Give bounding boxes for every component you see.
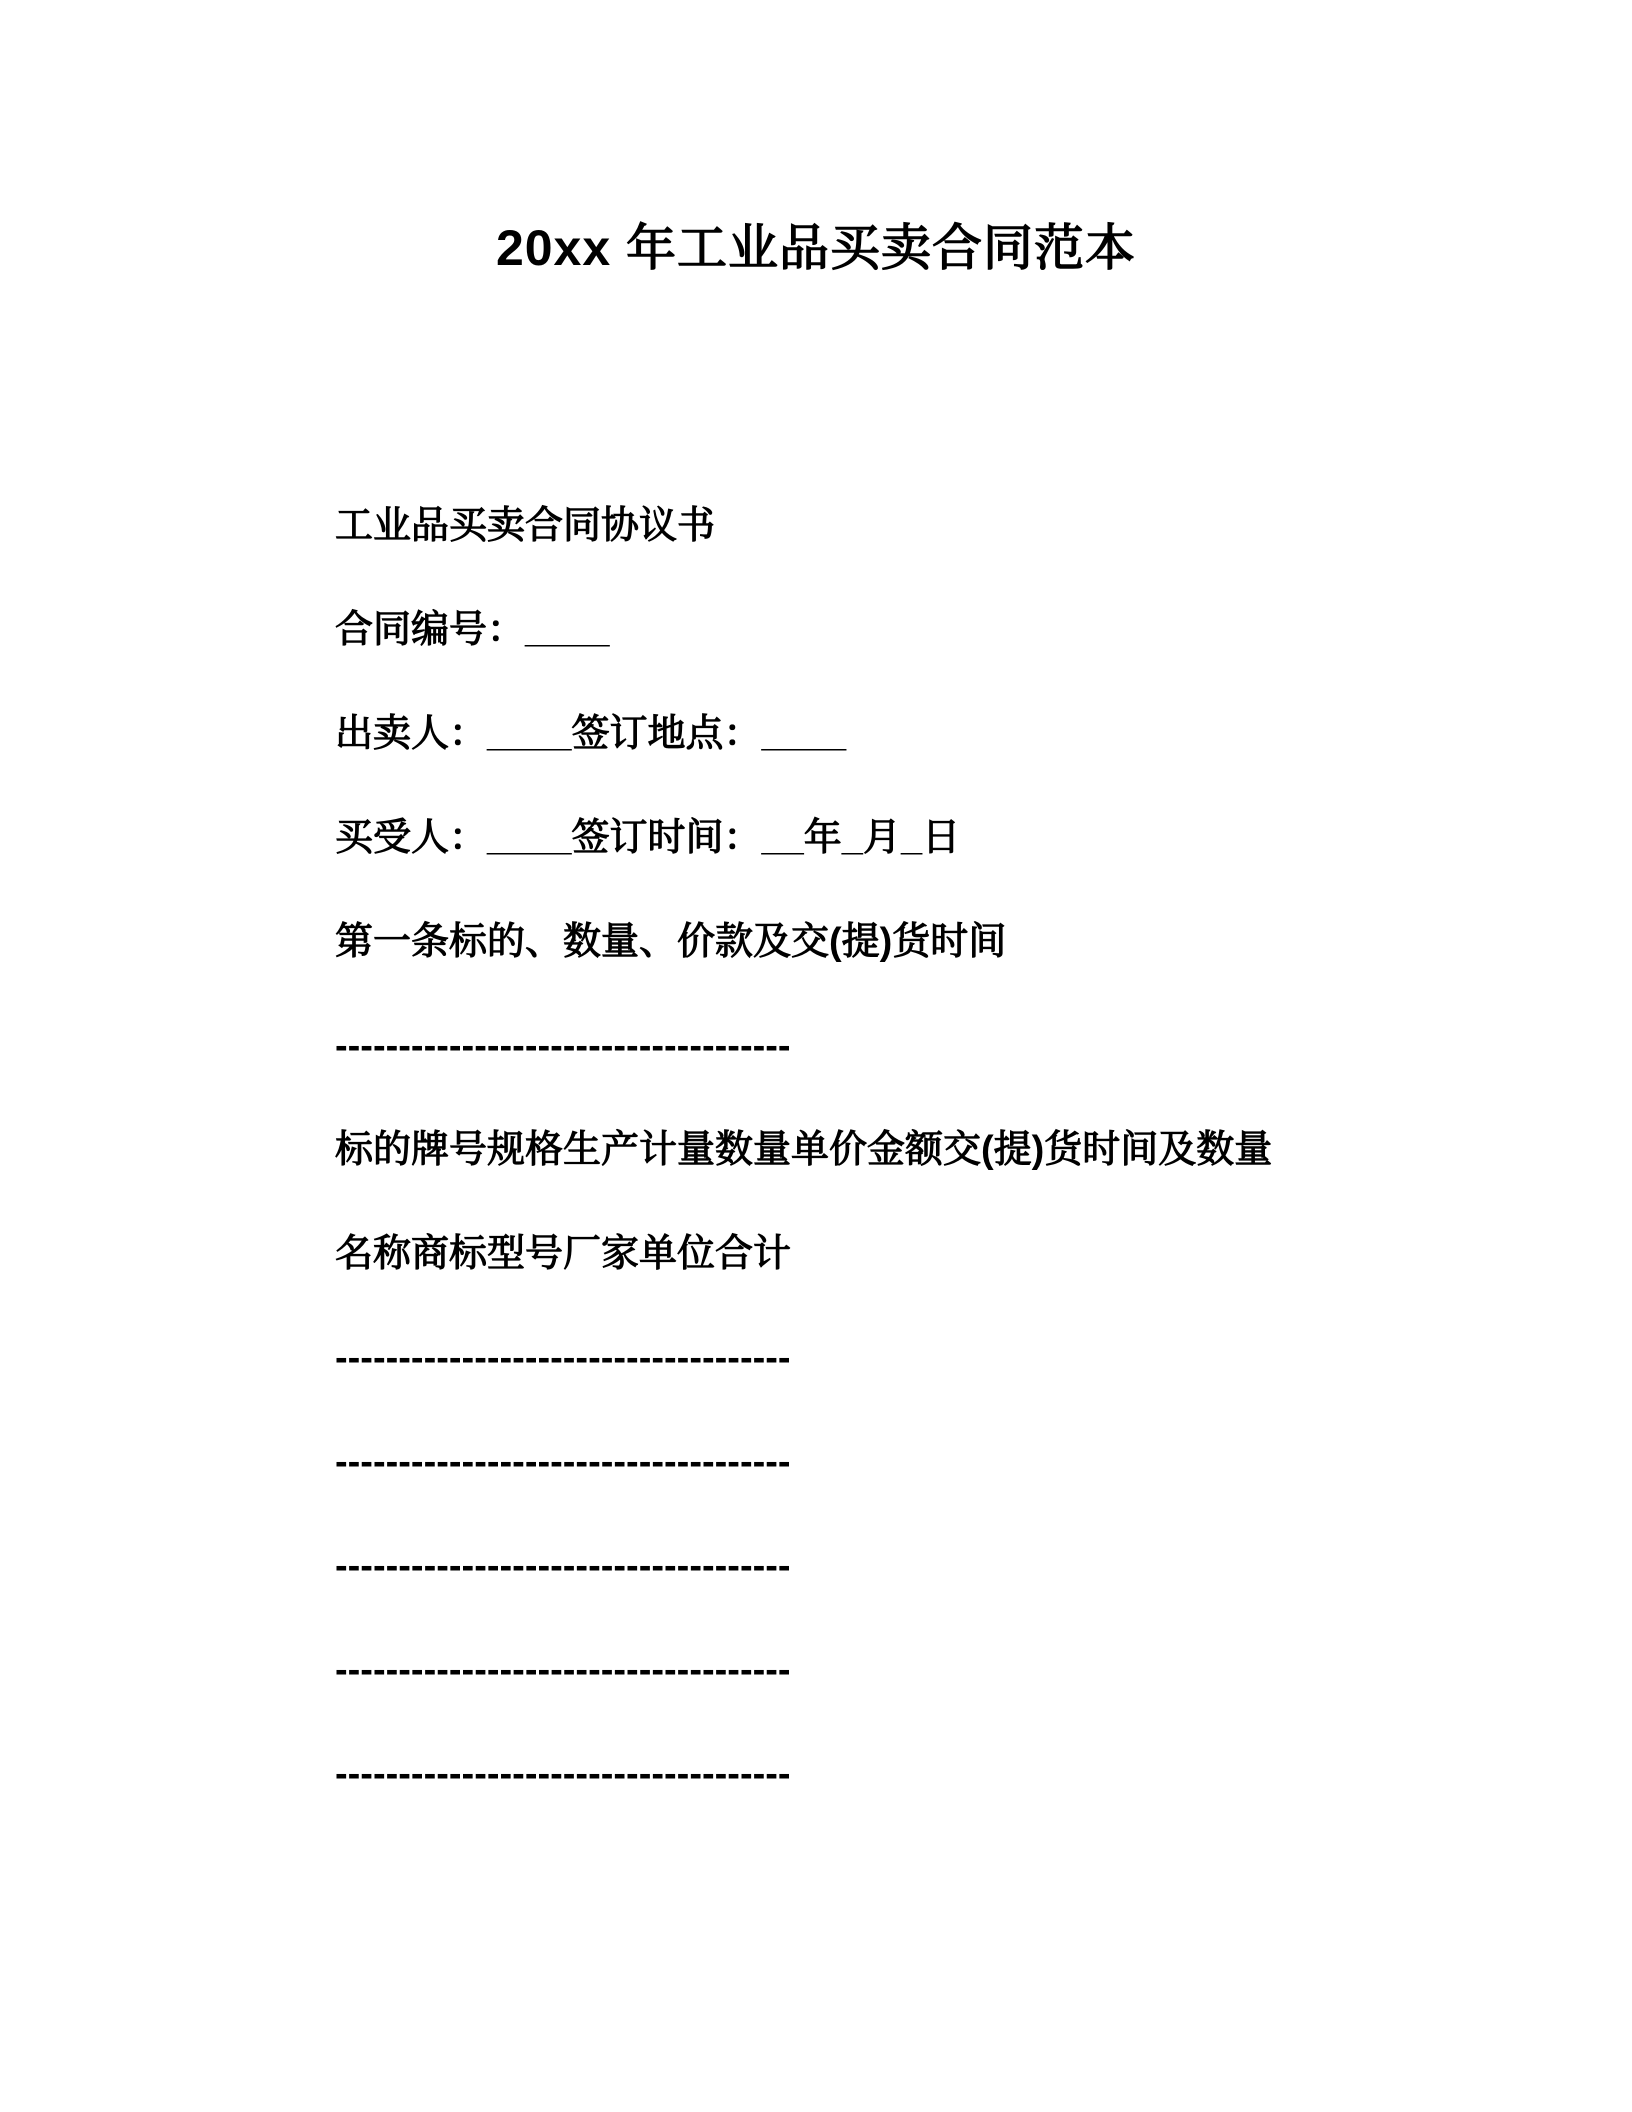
document-body (335, 504, 1335, 1796)
paragraph-buyer-and-date: 买受人：____签订时间：__年_月_日 (335, 817, 961, 859)
paragraph-seller-and-place: 出卖人：____签订地点：____ (335, 713, 847, 755)
dashed-separator: ------------------------------------ (335, 1025, 791, 1067)
paragraph-article-one: 第一条标的、数量、价款及交(提)货时间 (335, 921, 1007, 963)
document-title: 20xx 年工业品买卖合同范本 (495, 220, 1137, 276)
paragraph-contract-number: 合同编号：____ (335, 609, 610, 651)
paragraph-table-header-row2: 名称商标型号厂家单位合计 (335, 1233, 792, 1275)
paragraph-contract-heading: 工业品买卖合同协议书 (335, 505, 716, 547)
dashed-separator: ------------------------------------ (335, 1649, 791, 1691)
dashed-separator: ------------------------------------ (335, 1337, 791, 1379)
dashed-separator: ------------------------------------ (335, 1753, 791, 1795)
paragraph-table-header-row1: 标的牌号规格生产计量数量单价金额交(提)货时间及数量 (335, 1129, 1273, 1171)
dashed-separator: ------------------------------------ (335, 1545, 791, 1587)
dashed-separator: ------------------------------------ (335, 1441, 791, 1483)
